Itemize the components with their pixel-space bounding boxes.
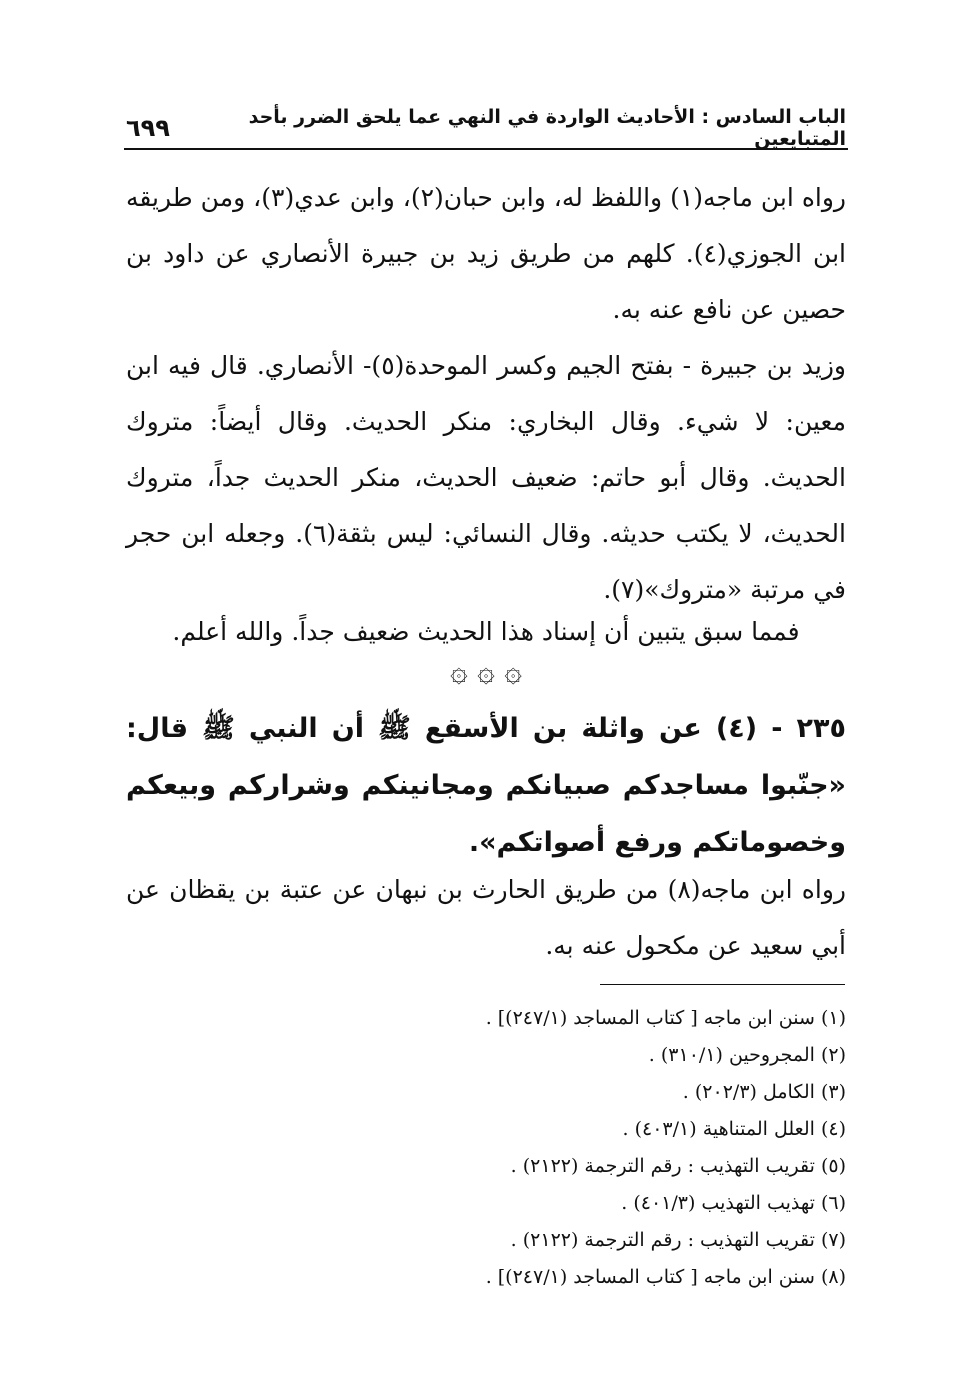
paragraph-takhrij-2: رواه ابن ماجه(٨) من طريق الحارث بن نبهان عن عتبة بن يقظان عن أبي سعيد عن مكحول عنه به.: [126, 875, 846, 960]
footnote-item: (٧) تقريب التهذيب : رقم الترجمة (٢١٢٢) .: [510, 1229, 846, 1251]
footnote-item: (٥) تقريب التهذيب : رقم الترجمة (٢١٢٢) .: [510, 1155, 846, 1177]
header-divider: [124, 148, 848, 150]
paragraph-narrator-criticism: وزيد بن جبيرة - بفتح الجيم وكسر الموحدة(٥)- الأنصاري. قال فيه ابن معين: لا شيء. وقال البخاري: منكر الحديث. وقال أيضاً: متروك الحديث. وقال أبو حاتم: ضعيف الحديث، منكر الحديث جداً، متروك الحديث، لا يكتب حديثه. وقال النسائي: ليس بثقة(٦). وجعله ابن حجر في مرتبة «متروك»(٧).: [126, 351, 846, 604]
footnote-divider: [600, 984, 845, 985]
hadith-text: ٢٣٥ - (٤) عن واثلة بن الأسقع ﷺ أن النبي ﷺ قال: «جنّبوا مساجدكم صبيانكم ومجانينكم وشراركم وبيعكم وخصوماتكم ورفع أصواتكم».: [126, 713, 846, 858]
chapter-title: الباب السادس : الأحاديث الواردة في النهي عما يلحق الضرر بأحد المتبايعين: [248, 106, 846, 150]
paragraph-takhrij-1: رواه ابن ماجه(١) واللفظ له، وابن حبان(٢)، وابن عدي(٣)، ومن طريقه ابن الجوزي(٤). كلهم من طريق زيد بن جبيرة الأنصاري عن داود بن حصين عن نافع عنه به.: [126, 183, 847, 324]
footnote-item: (٦) تهذيب التهذيب (٤٠١/٣) .: [621, 1192, 846, 1214]
ornament-divider-icon: ۞ ۞ ۞: [450, 654, 522, 689]
footnote-item: (٣) الكامل (٢٠٢/٣) .: [682, 1081, 846, 1103]
page-number: ٦٩٩: [126, 114, 170, 142]
footnote-item: (٤) العلل المتناهية (٤٠٣/١) .: [622, 1118, 846, 1140]
running-header: [126, 108, 846, 148]
footnotes-list: [126, 1000, 846, 1296]
paragraph-conclusion: فمما سبق يتبين أن إسناد هذا الحديث ضعيف جداً. والله أعلم.: [172, 617, 800, 646]
footnote-item: (١) سنن ابن ماجه [ كتاب المساجد (٢٤٧/١)] .: [485, 1007, 846, 1029]
footnote-item: (٨) سنن ابن ماجه [ كتاب المساجد (٢٤٧/١)] .: [485, 1266, 846, 1288]
footnote-item: (٢) المجروحين (٣١٠/١) .: [648, 1044, 846, 1066]
